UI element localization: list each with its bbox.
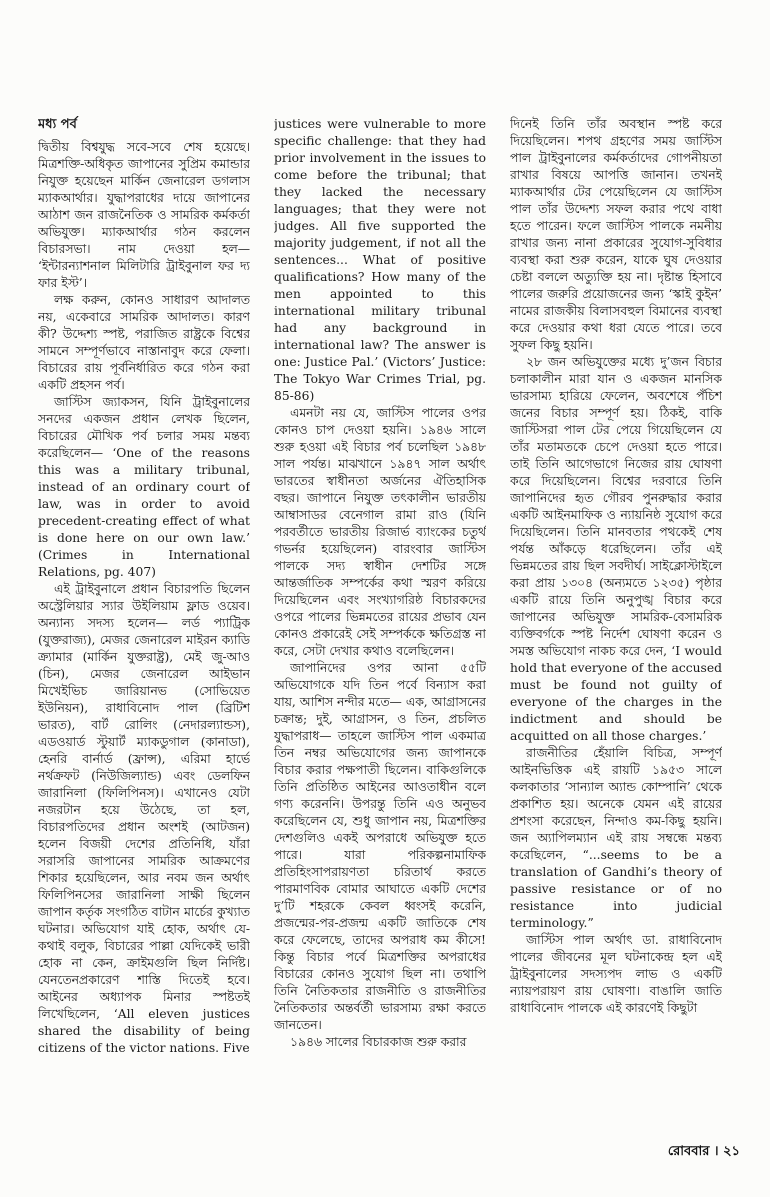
paragraph: ২৮ জন অভিযুক্তের মধ্যে দু’জন বিচার চলাকালীন মারা যান ও একজন মানসিক ভারসাম্য হারিয়ে ফেলেন, অবশেষে পঁচিশ জনের বিচার সম্পূর্ণ হয়। ঠিকই, বাকি জাস্টিসরা পাল টের পেয়ে গিয়েছিলেন যে তাঁর মতামতকে চেপে দেওয়া হতে পারে। তাই তিনি আগেভাগে নিজের রায় ঘোষণা করে দিয়েছিলেন। বিশ্বের দরবারে তিনি জাপানিদের হৃত গৌরব পুনরুদ্ধার করার একটি আইনমাফিক ও ন্যায়নিষ্ঠ সুযোগ করে দিয়েছিলেন। তিনি মানবতার পথকেই শেষ পর্যন্ত আঁকড়ে ধরেছিলেন। তাঁর এই ভিন্নমতের রায় ছিল সবদীর্ঘ। সাইক্লোস্টাইলে করা প্রায় ১৩০৪ (অন্যমতে ১২৩৫) পৃষ্ঠার একটি রায়ে তিনি অনুপুঙ্খ বিচার করে জাপানের অভিযুক্ত সামরিক-বেসামরিক ব্যক্তিবর্গকে স্পষ্ট নির্দেশ ঘোষণা করেন ও সমস্ত অভিযোগ নাকচ করে দেন, ‘I would hold that everyone of the accused must be found not guilty of everyone of the charges in the indictment and should be acquitted on all those charges.’ — [510, 355, 722, 743]
paragraph: দিনেই তিনি তাঁর অবস্থান স্পষ্ট করে দিয়েছিলেন। শপথ গ্রহণের সময় জাস্টিস পাল ট্রাইবুনালের কর্মকর্তাদের গোপনীয়তা রাখার বিষয়ে আপত্তি জানান। তখনই ম্যাকআর্থার টের পেয়েছিলেন যে জাস্টিস পাল তাঁর উদ্দেশ্য সফল করার পথে বাধা হতে পারেন। ফলে জাস্টিস পালকে নমনীয় রাখার জন্য নানা প্রকারের সুযোগ-সুবিধার ব্যবস্থা করা শুরু করেন, যাকে ঘুষ দেওয়ার চেষ্টা বললে অত্যুক্তি হয় না। দৃষ্টান্ত হিসাবে পালের জরুরি প্রয়োজনের জন্য ‘স্কাই কুইন’ নামের রাজকীয় বিলাসবহুল বিমানের ব্যবস্থা করে দেওয়ার কথা ধরা যেতে পারে। তবে সুফল কিছু হয়নি। — [510, 117, 722, 352]
article-body — [38, 116, 738, 1134]
paragraph: ১৯৪৬ সালের বিচারকাজ শুরু করার — [290, 1035, 467, 1049]
paragraph: রাজনীতির হেঁয়ালি বিচিত্র, সম্পূর্ণ আইনভিত্তিক এই রায়টি ১৯৫৩ সালে কলকাতার ‘সান্যাল অ্যান্ড কোম্পানি’ থেকে প্রকাশিত হয়। অনেকে যেমন এই রায়ের প্রশংসা করেছেন, নিন্দাও কম-কিছু হয়নি। জন অ্যাপিলম্যান এই রায় সম্বন্ধে মন্তব্য করেছিলেন, “...seems to be a translation of Gandhi’s theory of passive resistance or of no resistance into judicial terminology.” — [510, 746, 722, 930]
paragraph: এই ট্রাইবুনালে প্রধান বিচারপতি ছিলেন অস্ট্রেলিয়ার স্যার উইলিয়াম ফ্লাড ওয়েব। অন্যান্য সদস্য হলেন— লর্ড প্যাট্রিক (যুক্তরাজ্য), মেজর জেনারেল মাইরন ক্যাডি ক্র্যামার (মার্কিন যুক্তরাষ্ট্র), মেই জু-আও (চিন), মেজর জেনারেল আইভান মিখেইভিচ জারিয়ানভ (সোভিয়েত ইউনিয়ন), রাধাবিনোদ পাল (ব্রিটিশ ভারত), বার্ট রোলিং (নেদারল্যান্ডস), এডওয়ার্ড স্টুয়ার্ট ম্যাকডুগাল (কানাডা), হেনরি বার্নার্ড (ফ্রান্স), এরিমা হার্ভে নর্থক্রফট (নিউজিল্যান্ড) এবং ডেলফিন জারানিলা (ফিলিপিনস)। এখানেও যেটা নজরটান হয়ে উঠেছে, তা হল, বিচারপতিদের প্রধান অংশই (আটজন) হলেন বিজয়ী দেশের প্রতিনিধি, যাঁরা সরাসরি জাপানের সামরিক আক্রমণের শিকার হয়েছিলেন, আর নবম জন অর্থাৎ ফিলিপিনসের জারানিলা সাক্ষী ছিলেন জাপান কর্তৃক সংগঠিত বাটান মার্চের কুখ্যাত ঘটনার। অভিযোগ যাই হোক, অর্থাৎ যে-কথাই বলুক, বিচারের পাল্লা যেদিকেই ভারী হোক না কেন, ক্রাইমগুলি ছিল নির্দিষ্ট। যেনতেনপ্রকারেণ শাস্তি দিতেই হবে। আইনের অধ্যাপক মিনার স্পষ্টতই লিখেছিলেন, ‘All eleven justices shared the disability of being citizens of the victor nations. Five — [38, 582, 250, 1055]
section-heading: মধ্য পর্ব — [38, 117, 77, 132]
column-right — [510, 116, 722, 1134]
paragraph: দ্বিতীয় বিশ্বযুদ্ধ সবে-সবে শেষ হয়েছে। মিত্রশক্তি-অধিকৃত জাপানের সুপ্রিম কমান্ডার নিযুক্ত হয়েছেন মার্কিন জেনারেল ডগলাস ম্যাকআর্থার। যুদ্ধাপরাধের দায়ে জাপানের আঠাশ জন রাজনৈতিক ও সামরিক কর্মকর্তা অভিযুক্ত। ম্যাকআর্থার গঠন করলেন বিচারসভা। নাম দেওয়া হল— ‘ইন্টারন্যাশনাল মিলিটারি ট্রাইবুনাল ফর দ্য ফার ইস্ট’। — [38, 140, 250, 290]
paragraph: জাস্টিস জ্যাকসন, যিনি ট্রাইবুনালের সনদের একজন প্রধান লেখক ছিলেন, বিচারের মৌখিক পর্ব চলার সময় মন্তব্য করেছিলেন— ‘One of the reasons this was a military tribunal, instead of an ordinary court of law, was in order to avoid precedent-creating effect of what is done here on our own law.’ (Crimes in International Relations, pg. 407) — [38, 395, 250, 579]
column-left — [38, 116, 250, 1134]
page-footer — [668, 1142, 740, 1163]
page-footer-text: রোববার । ২১ — [667, 1144, 740, 1159]
paragraph: জাপানিদের ওপর আনা ৫৫টি অভিযোগকে যদি তিন পর্বে বিন্যাস করা যায়, আশিস নন্দীর মতে— এক, আগ্রাসনের চক্রান্ত; দুই, আগ্রাসন, ও তিন, প্রচলিত যুদ্ধাপরাধ— তাহলে জাস্টিস পাল একমাত্র তিন নম্বর অভিযোগের জন্য জাপানকে বিচার করার পক্ষপাতী ছিলেন। বাকিগুলিকে তিনি প্রতিষ্ঠিত আইনের আওতাধীন বলে গণ্য করেননি। উপরন্তু তিনি এও অনুভব করেছিলেন যে, শুধু জাপান নয়, মিত্রশক্তির দেশগুলিও একই অপরাধে অভিযুক্ত হতে পারে। যারা পরিকল্পনামাফিক প্রতিহিংসাপরায়ণতা চরিতার্থ করতে পারমাণবিক বোমার আঘাতে একটি দেশের দু’টি শহরকে কেবল ধ্বংসই করেনি, প্রজন্মের-পর-প্রজন্ম একটি জাতিকে শেষ করে ফেলেছে, তাদের অপরাধ কম কীসে! কিন্তু বিচার পর্বে মিত্রশক্তির অপরাধের বিচারের কোনও সুযোগ ছিল না। তথাপি তিনি নৈতিকতার রাজনীতি ও রাজনীতির নৈতিকতার অন্তর্বর্তী ভারসাম্য রক্ষা করতে জানতেন। — [274, 661, 486, 1032]
paragraph: জাস্টিস পাল অর্থাৎ ডা. রাধাবিনোদ পালের জীবনের মূল ঘটনাকেন্দ্র হল এই ট্রাইবুনালের সদস্যপদ লাভ ও একটি ন্যায়পরায়ণ রায় ঘোষণা। বাঙালি জাতি রাধাবিনোদ পালকে এই কারণেই কিছুটা — [510, 933, 722, 1015]
paragraph: justices were vulnerable to more specific challenge: that they had prior involvement in the issues to come before the tribunal; that they lacked the necessary languages; that they were not judges. All five supported the majority judgement, if not all the sentences... What of positive qualifications? How many of the men appointed to this international military tribunal had any background in international law? The answer is one: Justice Pal.’ (Victors’ Justice: The Tokyo War Crimes Trial, pg. 85-86) — [274, 117, 486, 403]
paragraph: লক্ষ করুন, কোনও সাধারণ আদালত নয়, একেবারে সামরিক আদালত। কারণ কী? উদ্দেশ্য স্পষ্ট, পরাজিত রাষ্ট্রকে বিশ্বের সামনে সম্পূর্ণভাবে নাস্তানাবুদ করে ফেলা। বিচারের রায় পূর্বনির্ধারিত করে গঠন করা একটি প্রহসন পর্ব। — [38, 293, 250, 392]
column-middle — [274, 116, 486, 1134]
paragraph: এমনটা নয় যে, জাস্টিস পালের ওপর কোনও চাপ দেওয়া হয়নি। ১৯৪৬ সালে শুরু হওয়া এই বিচার পর্ব চলেছিল ১৯৪৮ সাল পর্যন্ত। মাঝখানে ১৯৪৭ সাল অর্থাৎ ভারতের স্বাধীনতা অর্জনের ঐতিহাসিক বছর। জাপানে নিযুক্ত তৎকালীন ভারতীয় আম্বাসাডর বেনেগাল রামা রাও (যিনি পরবর্তীতে ভারতীয় রিজার্ভ ব্যাংকের চতুর্থ গভর্নর হয়েছিলেন) বারংবার জাস্টিস পালকে সদ্য স্বাধীন দেশটির সঙ্গে আন্তর্জাতিক সম্পর্কের কথা স্মরণ করিয়ে দিয়েছিলেন এবং সংখ্যাগরিষ্ঠ বিচারকদের ওপরে পালের ভিন্নমতের রায়ের প্রভাব যেন কোনও প্রকারেই সেই সম্পর্ককে ক্ষতিগ্রস্ত না করে, সেটা দেখার কথাও বলেছিলেন। — [274, 406, 486, 658]
